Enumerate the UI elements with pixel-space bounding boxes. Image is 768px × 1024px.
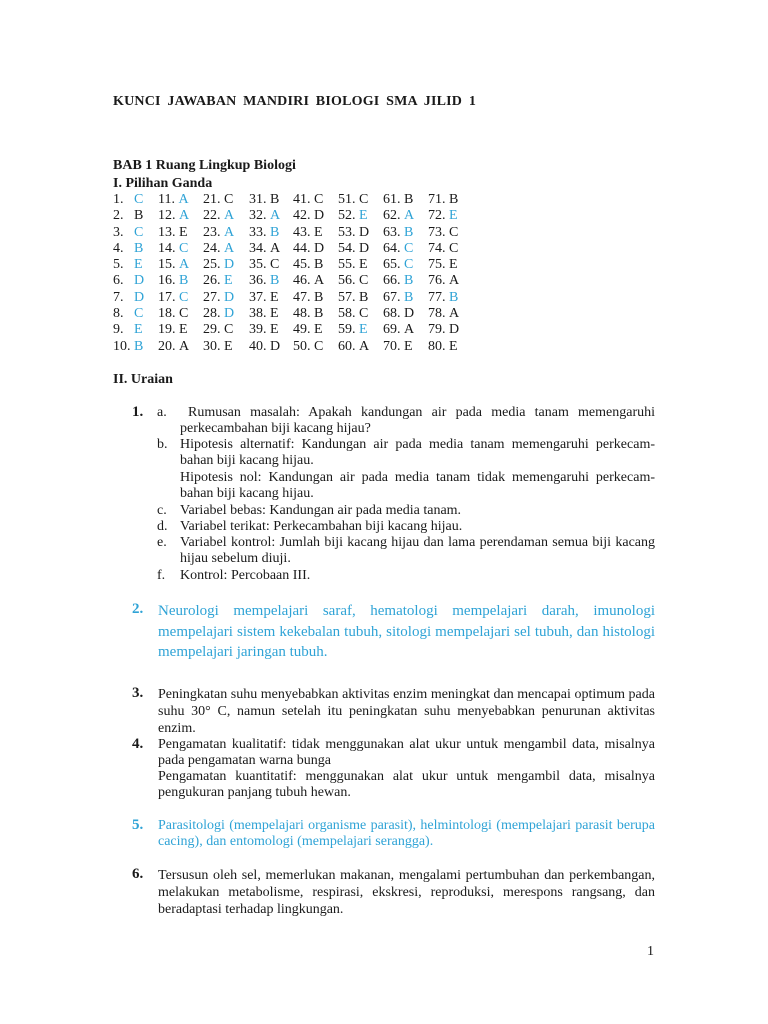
answer-text: Pengamatan kualitatif: tidak menggunakan alat ukur untuk mengambil data, misalnya pada pengamatan warna bunga [158, 737, 655, 769]
answer-letter: E [270, 322, 279, 338]
answer-letter: C [404, 257, 414, 273]
answer-number: 52. [338, 208, 356, 224]
item-label: b. [157, 437, 168, 452]
answer-number: 71. [428, 192, 446, 207]
answer-letter: D [449, 322, 460, 338]
answer-number: 43. [293, 224, 311, 240]
answer-entry [158, 306, 189, 322]
answer-letter: A [270, 240, 281, 256]
answer-entry [428, 339, 459, 355]
answer-number: 18. [158, 306, 176, 322]
answer-entry [203, 339, 234, 355]
answer-column [113, 192, 144, 355]
answer-number: 24. [203, 240, 221, 256]
answer-entry [203, 241, 234, 257]
answer-letter: C [179, 289, 189, 305]
answer-number: 17. [158, 289, 176, 305]
answer-letter: E [314, 322, 323, 338]
answer-entry [383, 306, 414, 322]
answer-letter: B [404, 192, 414, 207]
answer-entry [383, 225, 414, 241]
answer-entry [338, 208, 369, 224]
answer-letter: A [404, 322, 415, 338]
answer-number: 50. [293, 338, 311, 354]
answer-number: 6. [113, 273, 124, 289]
answer-entry [383, 208, 414, 224]
answer-entry [338, 257, 369, 273]
answer-number: 65. [383, 257, 401, 273]
answer-letter: E [179, 224, 188, 240]
answer-entry [249, 306, 280, 322]
answer-letter: E [449, 257, 458, 273]
answer-text: Kontrol: Percobaan III. [180, 568, 311, 583]
answer-entry [249, 290, 280, 306]
answer-letter: E [270, 289, 279, 305]
answer-entry [338, 322, 369, 338]
answer-letter: C [359, 273, 369, 289]
answer-number: 58. [338, 306, 356, 322]
answer-entry [203, 225, 234, 241]
answer-letter: B [179, 273, 189, 289]
answer-number: 8. [113, 306, 124, 322]
answer-text: Pengamatan kuantitatif: menggunakan alat ukur untuk mengambil data, misalnya pengukuran panjang tubuh hewan. [158, 769, 655, 801]
answer-number: 51. [338, 192, 356, 207]
answer-entry [203, 306, 234, 322]
answer-letter: D [314, 240, 325, 256]
answer-letter: C [134, 306, 144, 322]
answer-number: 35. [249, 257, 267, 273]
answer-number: 64. [383, 240, 401, 256]
answer-letter: D [134, 273, 145, 289]
answer-number: 48. [293, 306, 311, 322]
answer-letter: A [179, 338, 190, 354]
answer-entry [249, 192, 280, 208]
answer-number: 72. [428, 208, 446, 224]
answer-entry [249, 322, 280, 338]
answer-entry [293, 241, 324, 257]
answer-entry [293, 273, 324, 289]
question-number: 2. [132, 601, 144, 617]
answer-number: 45. [293, 257, 311, 273]
answer-entry [428, 192, 459, 208]
answer-number: 80. [428, 338, 446, 354]
answer-column [338, 192, 369, 355]
answer-entry [293, 192, 324, 208]
answer-letter: B [359, 289, 369, 305]
answer-number: 66. [383, 273, 401, 289]
answer-number: 4. [113, 240, 124, 256]
answer-text: Parasitologi (mempelajari organisme parasit), helmintologi (mempelajari parasit berupa cacing), dan entomologi (mempelajari serangga). [158, 818, 655, 850]
answer-letter: E [134, 322, 143, 338]
answer-letter: D [359, 224, 370, 240]
answer-number: 47. [293, 289, 311, 305]
question-number: 4. [132, 736, 144, 752]
answer-letter: E [359, 208, 368, 224]
answer-letter: C [224, 322, 234, 338]
answer-number: 53. [338, 224, 356, 240]
section-heading-uraian: II. Uraian [113, 372, 173, 387]
answer-entry [113, 322, 144, 338]
answer-number: 36. [249, 273, 267, 289]
answer-entry [113, 273, 144, 289]
answer-letter: C [179, 306, 189, 322]
answer-number: 40. [249, 338, 267, 354]
answer-entry [383, 273, 414, 289]
answer-entry [113, 208, 144, 224]
answer-entry [158, 208, 189, 224]
answer-number: 32. [249, 208, 267, 224]
answer-number: 79. [428, 322, 446, 338]
answer-letter: E [224, 338, 233, 354]
answer-number: 62. [383, 208, 401, 224]
answer-number: 39. [249, 322, 267, 338]
answer-text: Tersusun oleh sel, memerlukan makanan, mengalami pertumbuhan dan perkembangan, melakukan metabolisme, respirasi, ekskresi, reproduksi, merespons rangsang, dan beradaptasi terhadap lingkungan. [158, 868, 655, 917]
answer-entry [428, 273, 459, 289]
answer-number: 20. [158, 338, 176, 354]
answer-entry [293, 306, 324, 322]
item-label: f. [157, 568, 166, 583]
answer-entry [383, 322, 414, 338]
answer-entry [293, 257, 324, 273]
answer-number: 29. [203, 322, 221, 338]
answer-letter: E [449, 338, 458, 354]
question-number: 6. [132, 866, 144, 882]
answer-letter: B [314, 306, 324, 322]
answer-letter: B [270, 273, 280, 289]
answer-letter: B [270, 192, 280, 207]
answer-number: 34. [249, 240, 267, 256]
answer-letter: C [404, 240, 414, 256]
answer-text: Peningkatan suhu menyebabkan aktivitas enzim meningkat dan mencapai optimum pada suhu 30° C, namun setelah itu peningkatan suhu menyebabkan penurunan aktivitas enzim. [158, 687, 655, 736]
answer-text: Neurologi mempelajari saraf, hematologi mempelajari darah, imunologi mempelajari sistem kekebalan tubuh, sitologi mempelajari sel tubuh, dan histologi mempelajari jaringan tubuh. [158, 603, 655, 660]
answer-letter: C [179, 240, 189, 256]
answer-entry [249, 225, 280, 241]
answer-entry [428, 290, 459, 306]
question-number: 3. [132, 685, 144, 701]
answer-number: 28. [203, 306, 221, 322]
answer-letter: E [134, 257, 143, 273]
document-title: KUNCI JAWABAN MANDIRI BIOLOGI SMA JILID 1 [113, 94, 477, 109]
answer-number: 55. [338, 257, 356, 273]
answer-text: Variabel terikat: Perkecambahan biji kacang hijau. [180, 519, 463, 534]
answer-column [383, 192, 414, 355]
answer-letter: E [179, 322, 188, 338]
answer-entry [158, 257, 189, 273]
answer-number: 69. [383, 322, 401, 338]
answer-entry [249, 273, 280, 289]
answer-letter: A [270, 208, 281, 224]
answer-entry [203, 273, 234, 289]
answer-number: 5. [113, 257, 124, 273]
item-label: a. [157, 405, 167, 420]
answer-letter: E [314, 224, 323, 240]
answer-number: 42. [293, 208, 311, 224]
answer-letter: B [134, 338, 144, 354]
item-label: e. [157, 535, 167, 550]
answer-letter: B [404, 224, 414, 240]
answer-entry [203, 192, 234, 208]
answer-entry [428, 225, 459, 241]
answer-letter: D [224, 289, 235, 305]
answer-letter: C [449, 240, 459, 256]
answer-number: 46. [293, 273, 311, 289]
answer-letter: E [404, 338, 413, 354]
chapter-heading: BAB 1 Ruang Lingkup Biologi [113, 158, 296, 173]
answer-entry [293, 208, 324, 224]
answer-entry [293, 290, 324, 306]
answer-number: 14. [158, 240, 176, 256]
answer-letter: D [224, 257, 235, 273]
answer-letter: B [449, 289, 459, 305]
answer-letter: A [224, 208, 235, 224]
answer-entry [338, 225, 369, 241]
answer-number: 9. [113, 322, 124, 338]
answer-letter: A [178, 192, 189, 207]
answer-letter: D [404, 306, 415, 322]
answer-letter: B [270, 224, 280, 240]
answer-letter: C [134, 224, 144, 240]
answer-number: 61. [383, 192, 401, 207]
answer-number: 37. [249, 289, 267, 305]
answer-text: Hipotesis alternatif: Kandungan air pada media tanam memengaruhi perkecam-bahan biji kacang hijau. [180, 437, 655, 469]
answer-letter: E [449, 208, 458, 224]
answer-entry [338, 273, 369, 289]
answer-entry [428, 322, 459, 338]
answer-letter: E [359, 257, 368, 273]
answer-entry [428, 208, 459, 224]
answer-letter: B [404, 289, 414, 305]
answer-letter: C [359, 306, 369, 322]
answer-number: 10. [113, 338, 131, 354]
answer-column [249, 192, 280, 355]
answer-letter: D [224, 306, 235, 322]
answer-number: 25. [203, 257, 221, 273]
section-heading-pilihan-ganda: I. Pilihan Ganda [113, 176, 213, 191]
answer-entry [428, 306, 459, 322]
answer-number: 12. [158, 208, 176, 224]
answer-number: 68. [383, 306, 401, 322]
answer-entry [338, 306, 369, 322]
answer-text: Rumusan masalah: Apakah kandungan air pada media tanam memengaruhi perkecambahan biji kacang hijau? [180, 405, 655, 437]
answer-entry [293, 322, 324, 338]
answer-number: 27. [203, 289, 221, 305]
answer-letter: E [224, 273, 233, 289]
answer-number: 60. [338, 338, 356, 354]
answer-number: 77. [428, 289, 446, 305]
answer-column [203, 192, 234, 355]
answer-number: 73. [428, 224, 446, 240]
answer-letter: A [224, 224, 235, 240]
answer-number: 15. [158, 257, 176, 273]
answer-letter: C [314, 338, 324, 354]
answer-number: 75. [428, 257, 446, 273]
answer-entry [158, 192, 189, 208]
answer-number: 74. [428, 240, 446, 256]
answer-letter: C [359, 192, 369, 207]
answer-number: 13. [158, 224, 176, 240]
answer-text: Variabel bebas: Kandungan air pada media tanam. [180, 503, 462, 518]
answer-letter: A [359, 338, 370, 354]
page-number: 1 [647, 944, 654, 959]
answer-entry [158, 290, 189, 306]
answer-number: 78. [428, 306, 446, 322]
answer-number: 38. [249, 306, 267, 322]
answer-column [158, 192, 189, 355]
answer-number: 7. [113, 289, 124, 305]
answer-number: 31. [249, 192, 267, 207]
answer-entry [113, 225, 144, 241]
answer-number: 54. [338, 240, 356, 256]
answer-column [428, 192, 459, 355]
answer-entry [203, 257, 234, 273]
answer-entry [203, 208, 234, 224]
answer-letter: A [179, 257, 190, 273]
answer-letter: B [404, 273, 414, 289]
answer-letter: C [270, 257, 280, 273]
answer-letter: C [314, 192, 324, 207]
answer-letter: C [134, 192, 144, 207]
answer-number: 11. [158, 192, 175, 207]
answer-letter: A [179, 208, 190, 224]
answer-entry [158, 241, 189, 257]
answer-letter: A [404, 208, 415, 224]
answer-number: 49. [293, 322, 311, 338]
answer-number: 63. [383, 224, 401, 240]
answer-letter: A [314, 273, 325, 289]
answer-letter: A [449, 306, 460, 322]
item-label: d. [157, 519, 168, 534]
answer-letter: E [359, 322, 368, 338]
answer-column [293, 192, 324, 355]
answer-number: 22. [203, 208, 221, 224]
answer-entry [293, 225, 324, 241]
question-number: 5. [132, 817, 144, 833]
answer-number: 19. [158, 322, 176, 338]
answer-number: 67. [383, 289, 401, 305]
answer-number: 44. [293, 240, 311, 256]
answer-entry [203, 322, 234, 338]
answer-entry [249, 257, 280, 273]
answer-number: 26. [203, 273, 221, 289]
question-number: 1. [132, 404, 144, 420]
answer-number: 21. [203, 192, 221, 207]
answer-entry [249, 241, 280, 257]
answer-letter: A [224, 240, 235, 256]
answer-entry [113, 306, 144, 322]
answer-entry [338, 339, 369, 355]
answer-text: Variabel kontrol: Jumlah biji kacang hijau dan lama perendaman semua biji kacang hijau sebelum diuji. [180, 535, 655, 567]
answer-number: 3. [113, 224, 124, 240]
answer-letter: D [134, 289, 145, 305]
answer-letter: B [134, 208, 144, 224]
answer-entry [158, 273, 189, 289]
answer-number: 59. [338, 322, 356, 338]
answer-letter: B [314, 289, 324, 305]
answer-entry [383, 290, 414, 306]
answer-letter: C [449, 224, 459, 240]
answer-entry [383, 192, 414, 208]
answer-letter: A [449, 273, 460, 289]
answer-letter: B [449, 192, 459, 207]
answer-letter: D [314, 208, 325, 224]
answer-number: 76. [428, 273, 446, 289]
answer-entry [338, 290, 369, 306]
answer-entry [113, 290, 144, 306]
answer-entry [158, 339, 189, 355]
answer-entry [338, 192, 369, 208]
answer-number: 30. [203, 338, 221, 354]
answer-entry [383, 241, 414, 257]
answer-entry [113, 257, 144, 273]
answer-entry [203, 290, 234, 306]
answer-entry [158, 322, 189, 338]
answer-letter: E [270, 306, 279, 322]
answer-letter: C [224, 192, 234, 207]
answer-number: 2. [113, 208, 124, 224]
answer-number: 23. [203, 224, 221, 240]
answer-entry [428, 241, 459, 257]
answer-letter: D [270, 338, 281, 354]
answer-entry [158, 225, 189, 241]
answer-entry [113, 192, 144, 208]
answer-entry [293, 339, 324, 355]
answer-entry [249, 208, 280, 224]
answer-number: 57. [338, 289, 356, 305]
answer-entry [383, 257, 414, 273]
answer-entry [113, 241, 144, 257]
answer-entry [249, 339, 280, 355]
answer-letter: B [314, 257, 324, 273]
answer-number: 41. [293, 192, 311, 207]
answer-number: 33. [249, 224, 267, 240]
answer-number: 70. [383, 338, 401, 354]
answer-number: 56. [338, 273, 356, 289]
answer-number: 16. [158, 273, 176, 289]
item-label: c. [157, 503, 167, 518]
answer-entry [113, 339, 144, 355]
answer-text: Hipotesis nol: Kandungan air pada media tanam tidak memengaruhi perkecam-bahan biji kacang hijau. [180, 470, 655, 502]
answer-letter: D [359, 240, 370, 256]
answer-number: 1. [113, 192, 124, 207]
answer-letter: B [134, 240, 144, 256]
answer-entry [383, 339, 414, 355]
answer-entry [338, 241, 369, 257]
answer-entry [428, 257, 459, 273]
